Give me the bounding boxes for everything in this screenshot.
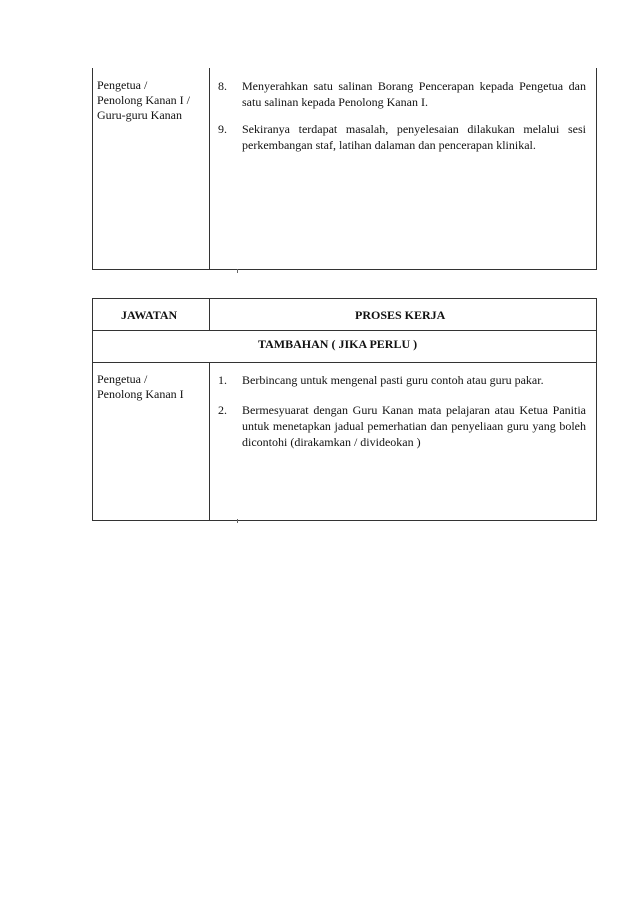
subheader-divider (93, 362, 596, 363)
subheader-tambahan: TAMBAHAN ( JIKA PERLU ) (258, 337, 418, 351)
divider-tick (237, 269, 238, 273)
column-divider (209, 299, 210, 330)
header-jawatan: JAWATAN (121, 308, 178, 322)
item-number: 2. (218, 403, 227, 417)
item-text: Bermesyuarat dengan Guru Kanan mata pelajaran atau Ketua Panitia untuk menetapkan jadual pemerhatian dan penyeliaan guru yang boleh dicontohi (dirakamkan / divideokan ) (242, 403, 586, 449)
procedure-table-continued (92, 68, 597, 270)
role-cell: Pengetua / Penolong Kanan I / Guru-guru Kanan (97, 78, 190, 122)
item-number: 1. (218, 373, 227, 387)
item-text: Sekiranya terdapat masalah, penyelesaian dilakukan melalui sesi perkembangan staf, latihan dalaman dan pencerapan klinikal. (242, 122, 586, 152)
role-cell: Pengetua / Penolong Kanan I (97, 372, 184, 401)
item-number: 8. (218, 79, 227, 93)
header-proses-kerja: PROSES KERJA (355, 308, 446, 322)
column-divider (209, 362, 210, 520)
item-number: 9. (218, 122, 227, 136)
column-divider (209, 68, 210, 269)
item-text: Menyerahkan satu salinan Borang Pencerapan kepada Pengetua dan satu salinan kepada Penolong Kanan I. (242, 79, 586, 109)
divider-tick (237, 519, 238, 523)
item-text: Berbincang untuk mengenal pasti guru contoh atau guru pakar. (242, 373, 544, 387)
header-divider (93, 330, 596, 331)
procedure-table-tambahan (92, 298, 597, 521)
